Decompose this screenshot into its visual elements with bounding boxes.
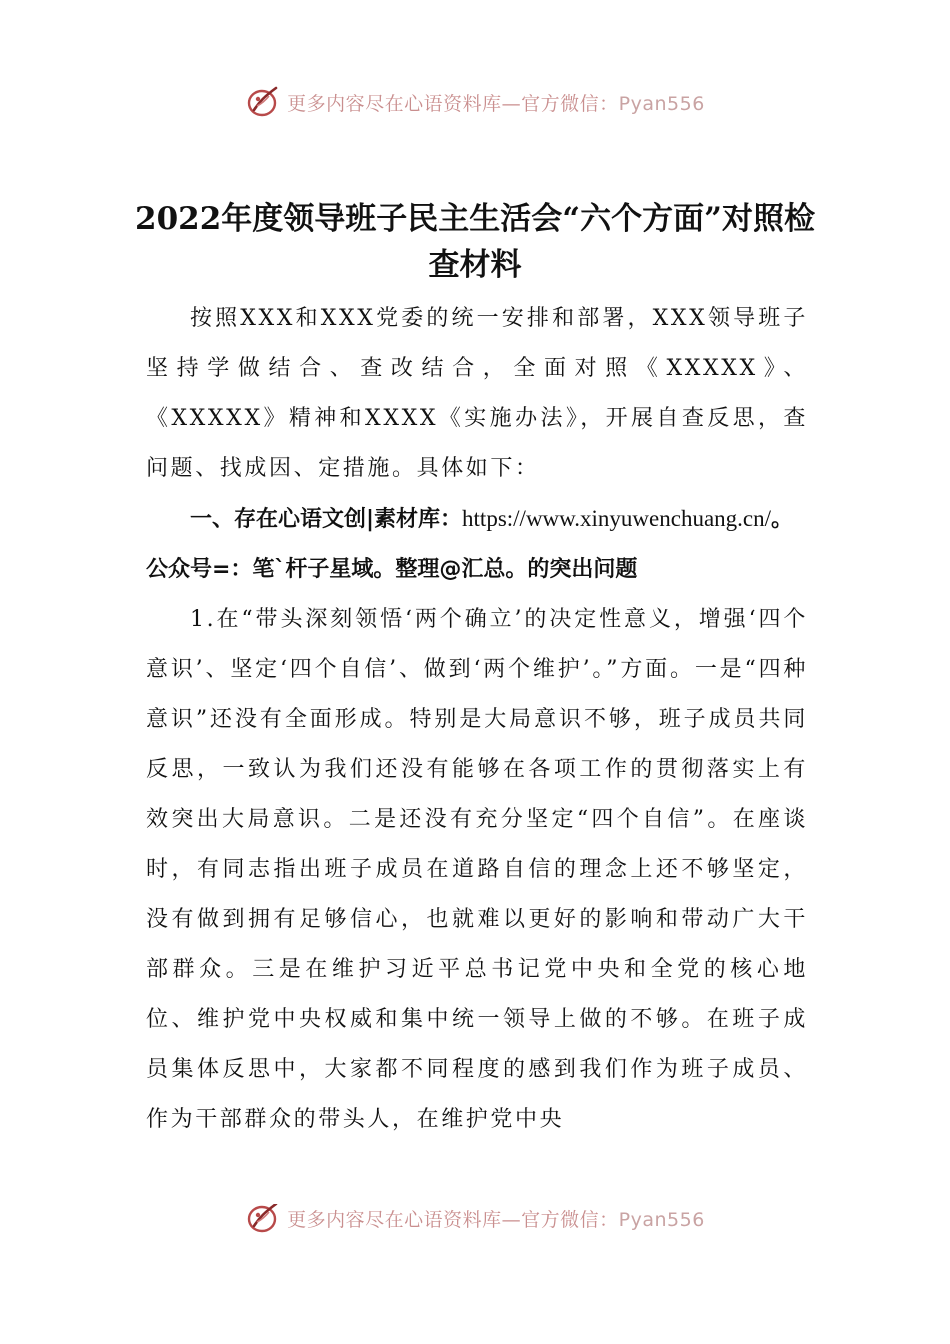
section-heading: 一、存在心语文创|素材库：https://www.xinyuwenchuang.cn/。公众号=：笔`杆子星域。整理@汇总。的突出问题	[146, 506, 794, 582]
document-body	[146, 294, 808, 1145]
body-paragraph: 1.在“带头深刻领悟‘两个确立’的决定性意义，增强‘四个意识’、坚定‘四个自信’、做到‘两个维护’。”方面。一是“四种意识”还没有全面形成。特别是大局意识不够，班子成员共同反思，一致认为我们还没有能够在各项工作的贯彻落实上有效突出大局意识。二是还没有充分坚定“四个自信”。在座谈时，有同志指出班子成员在道路自信的理念上还不够坚定，没有做到拥有足够信心，也就难以更好的影响和带动广大干部群众。三是在维护习近平总书记党中央和全党的核心地位、维护党中央权威和集中统一领导上做的不够。在班子成员集体反思中，大家都不同程度的感到我们作为班子成员、作为干部群众的带头人，在维护党中央	[146, 607, 808, 1132]
document-title: 2022年度领导班子民主生活会“六个方面”对照检查材料	[135, 201, 815, 283]
intro-paragraph: 按照XXX和XXX党委的统一安排和部署，XXX领导班子坚持学做结合、查改结合，全面对照《XXXXX》、《XXXXX》精神和XXXX《实施办法》，开展自查反思，查问题、找成因、定措施。具体如下：	[146, 306, 808, 481]
watermark-footer	[0, 1204, 950, 1240]
watermark-text: 更多内容尽在心语资料库—官方微信：Pyan556	[287, 92, 705, 115]
watermark-text: 更多内容尽在心语资料库—官方微信：Pyan556	[287, 1208, 705, 1231]
quill-seal-icon	[245, 84, 281, 120]
watermark-header	[0, 82, 950, 122]
section-heading-url: https://www.xinyuwenchuang.cn/	[462, 506, 772, 531]
quill-seal-icon	[245, 1204, 281, 1236]
